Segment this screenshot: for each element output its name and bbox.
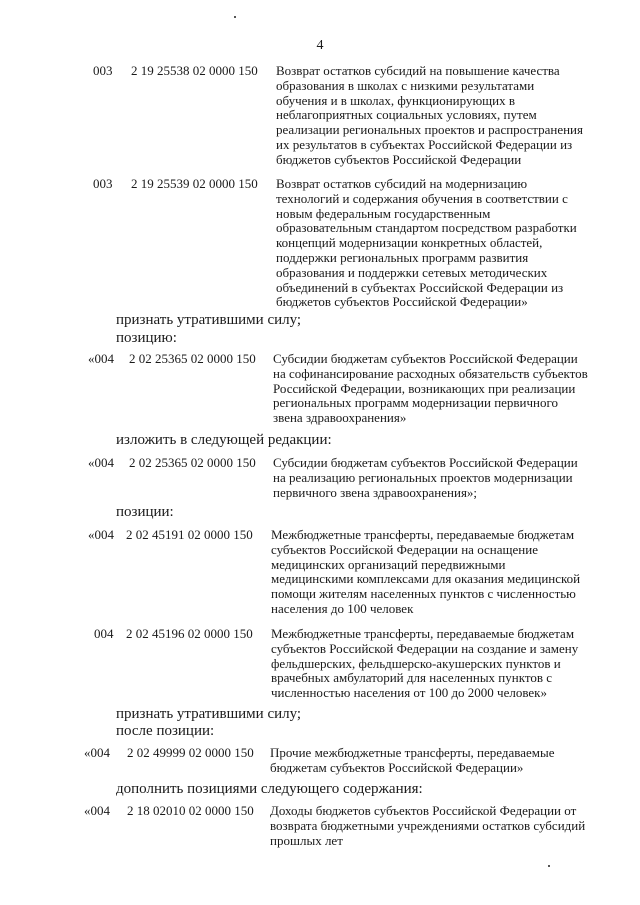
entry-description: Субсидии бюджетам субъектов Российской Федерации на реализацию региональных проектов модернизации первичного звена здравоохранения»; [273,455,578,500]
entry-description: Прочие межбюджетные трансферты, передаваемые бюджетам субъектов Российской Федерации» [270,745,555,775]
instruction-text: позиции: [116,504,174,520]
entry-kbk: 2 02 25365 02 0000 150 [129,455,256,470]
entry-kbk: 2 02 49999 02 0000 150 [127,745,254,760]
scan-speck [548,865,550,867]
entry-description: Возврат остатков субсидий на модернизацию технологий и содержания обучения в соответствии с новым федеральным государственным образовательным стандартом посредством разработки концепций модернизации конкретных областей, поддержки региональных программ развития образования и поддержки сетевых методических объединений в субъектах Российской Федерации из бюджетов субъектов Российской Федерации» [276,176,577,310]
entry-description: Межбюджетные трансферты, передаваемые бюджетам субъектов Российской Федерации на оснащение медицинских организаций передвижными медицинскими комплексами для оказания медицинской помощи жителям населенных пунктов с численностью населения до 100 человек [271,527,581,616]
entry-description: Межбюджетные трансферты, передаваемые бюджетам субъектов Российской Федерации на создание и замену фельдшерских, фельдшерско-акушерских пунктов и врачебных амбулаторий для населенных пунктов с численностью населения от 100 до 2000 человек» [271,626,579,701]
entry-code: «004 [88,527,114,542]
instruction-text: позицию: [116,330,177,346]
instruction-text: признать утратившими силу; [116,706,302,722]
instruction-text: изложить в следующей редакции: [116,432,332,448]
entry-code: «004 [88,351,114,366]
entry-code: 003 [93,176,113,191]
entry-code: «004 [84,803,110,818]
entry-description: Возврат остатков субсидий на повышение качества образования в школах с низкими результатами обучения и в школах, функционирующих в неблагоприятных социальных условиях, путем реализации региональных проектов и распространения их результатов в субъектах Российской Федерации из бюджетов субъектов Российской Федерации [276,63,583,167]
instruction-text: дополнить позициями следующего содержания: [116,781,423,797]
entry-kbk: 2 18 02010 02 0000 150 [127,803,254,818]
instruction-text: после позиции: [116,723,215,739]
entry-description: Субсидии бюджетам субъектов Российской Федерации на софинансирование расходных обязательств субъектов Российской Федерации, возникающих при реализации региональных программ модернизации первичного звена здравоохранения» [273,351,588,426]
entry-description: Доходы бюджетов субъектов Российской Федерации от возврата бюджетными учреждениями остатков субсидий прошлых лет [270,803,586,848]
instruction-text: признать утратившими силу; [116,312,302,328]
entry-code: «004 [84,745,110,760]
entry-kbk: 2 19 25539 02 0000 150 [131,176,258,191]
scan-speck [234,16,236,18]
entry-kbk: 2 02 45196 02 0000 150 [126,626,253,641]
entry-kbk: 2 02 45191 02 0000 150 [126,527,253,542]
entry-kbk: 2 19 25538 02 0000 150 [131,63,258,78]
page-number: 4 [316,38,324,53]
entry-code: 003 [93,63,113,78]
entry-code: 004 [94,626,114,641]
entry-code: «004 [88,455,114,470]
entry-kbk: 2 02 25365 02 0000 150 [129,351,256,366]
